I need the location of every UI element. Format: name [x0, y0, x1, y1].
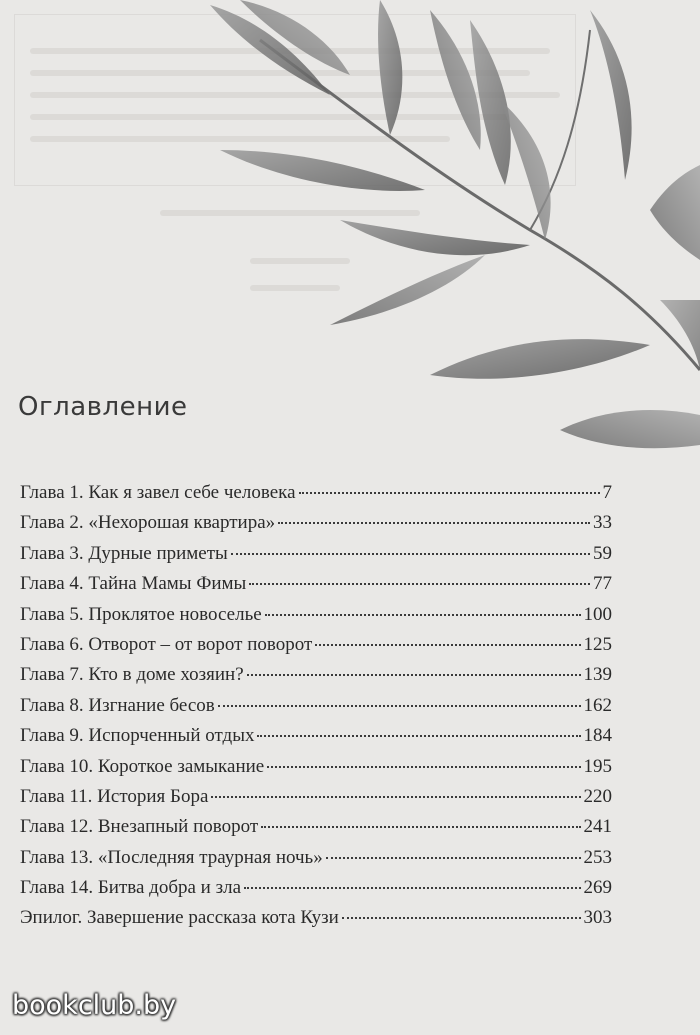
- toc-entry: [20, 903, 612, 933]
- toc-entry-label: Глава 13. «Последняя траурная ночь»: [20, 846, 323, 868]
- toc-entry-page: 253: [583, 846, 612, 868]
- toc-entry-page: 162: [583, 694, 612, 716]
- dot-leader: [326, 856, 581, 859]
- toc-entry: [20, 752, 612, 782]
- toc-entry-page: 139: [583, 664, 612, 686]
- toc-entry-label: Глава 12. Внезапный поворот: [20, 816, 259, 838]
- toc-entry-label: Глава 14. Битва добра и зла: [20, 877, 242, 899]
- toc-entry-page: 77: [593, 573, 612, 595]
- toc-entry: [20, 539, 612, 569]
- toc-entry-page: 303: [583, 907, 612, 929]
- dot-leader: [218, 704, 581, 707]
- toc-entry-label: Глава 9. Испорченный отдых: [20, 725, 255, 747]
- dot-leader: [247, 673, 581, 676]
- toc-entry-label: Глава 7. Кто в доме хозяин?: [20, 664, 244, 686]
- dot-leader: [265, 613, 581, 616]
- toc-entry-label: Глава 8. Изгнание бесов: [20, 694, 215, 716]
- dot-leader: [211, 795, 580, 798]
- watermark: bookclub.by: [12, 990, 177, 1021]
- toc-entry-label: Глава 6. Отворот – от ворот поворот: [20, 633, 313, 655]
- toc-entry-page: 59: [593, 542, 612, 564]
- toc-entry-page: 269: [583, 877, 612, 899]
- toc-entry-page: 241: [583, 816, 612, 838]
- dot-leader: [244, 886, 580, 889]
- toc-entry-label: Глава 1. Как я завел себе человека: [20, 482, 296, 503]
- dot-leader: [267, 765, 580, 768]
- toc-entry-label: Глава 5. Проклятое новоселье: [20, 603, 262, 625]
- dot-leader: [249, 582, 590, 585]
- toc-entry: [20, 873, 612, 903]
- toc-entry: [20, 508, 612, 538]
- toc-entry: [20, 782, 612, 812]
- toc-entry-page: 195: [583, 755, 612, 777]
- toc-entry: [20, 812, 612, 842]
- dot-leader: [278, 521, 590, 524]
- toc-entry: [20, 600, 612, 630]
- toc-entry-label: Глава 2. «Нехорошая квартира»: [20, 512, 276, 534]
- toc-entry: [20, 569, 612, 599]
- toc-entry-label: Глава 3. Дурные приметы: [20, 542, 228, 564]
- toc-entry: [20, 843, 612, 873]
- toc-entry-label: Эпилог. Завершение рассказа кота Кузи: [20, 907, 339, 929]
- dot-leader: [231, 552, 590, 555]
- dot-leader: [257, 734, 580, 737]
- toc-entry-page: 125: [583, 633, 612, 655]
- toc-entry-page: 220: [583, 785, 612, 807]
- dot-leader: [261, 825, 580, 828]
- toc-entry-page: 100: [583, 603, 612, 625]
- toc-title: Оглавление: [18, 392, 188, 422]
- toc-entry-label: Глава 11. История Бора: [20, 785, 209, 807]
- toc-entry-page: 7: [602, 482, 612, 503]
- dot-leader: [315, 643, 580, 646]
- toc-entry: [20, 478, 612, 508]
- leaf-branch-illustration: [200, 0, 700, 470]
- toc-entry: [20, 721, 612, 751]
- table-of-contents: [20, 478, 612, 934]
- toc-entry: [20, 630, 612, 660]
- dot-leader: [299, 491, 600, 494]
- toc-entry: [20, 660, 612, 690]
- dot-leader: [342, 916, 581, 919]
- toc-entry: [20, 691, 612, 721]
- toc-entry-label: Глава 4. Тайна Мамы Фимы: [20, 573, 247, 595]
- toc-entry-label: Глава 10. Короткое замыкание: [20, 755, 265, 777]
- toc-entry-page: 33: [593, 512, 612, 534]
- toc-entry-page: 184: [583, 725, 612, 747]
